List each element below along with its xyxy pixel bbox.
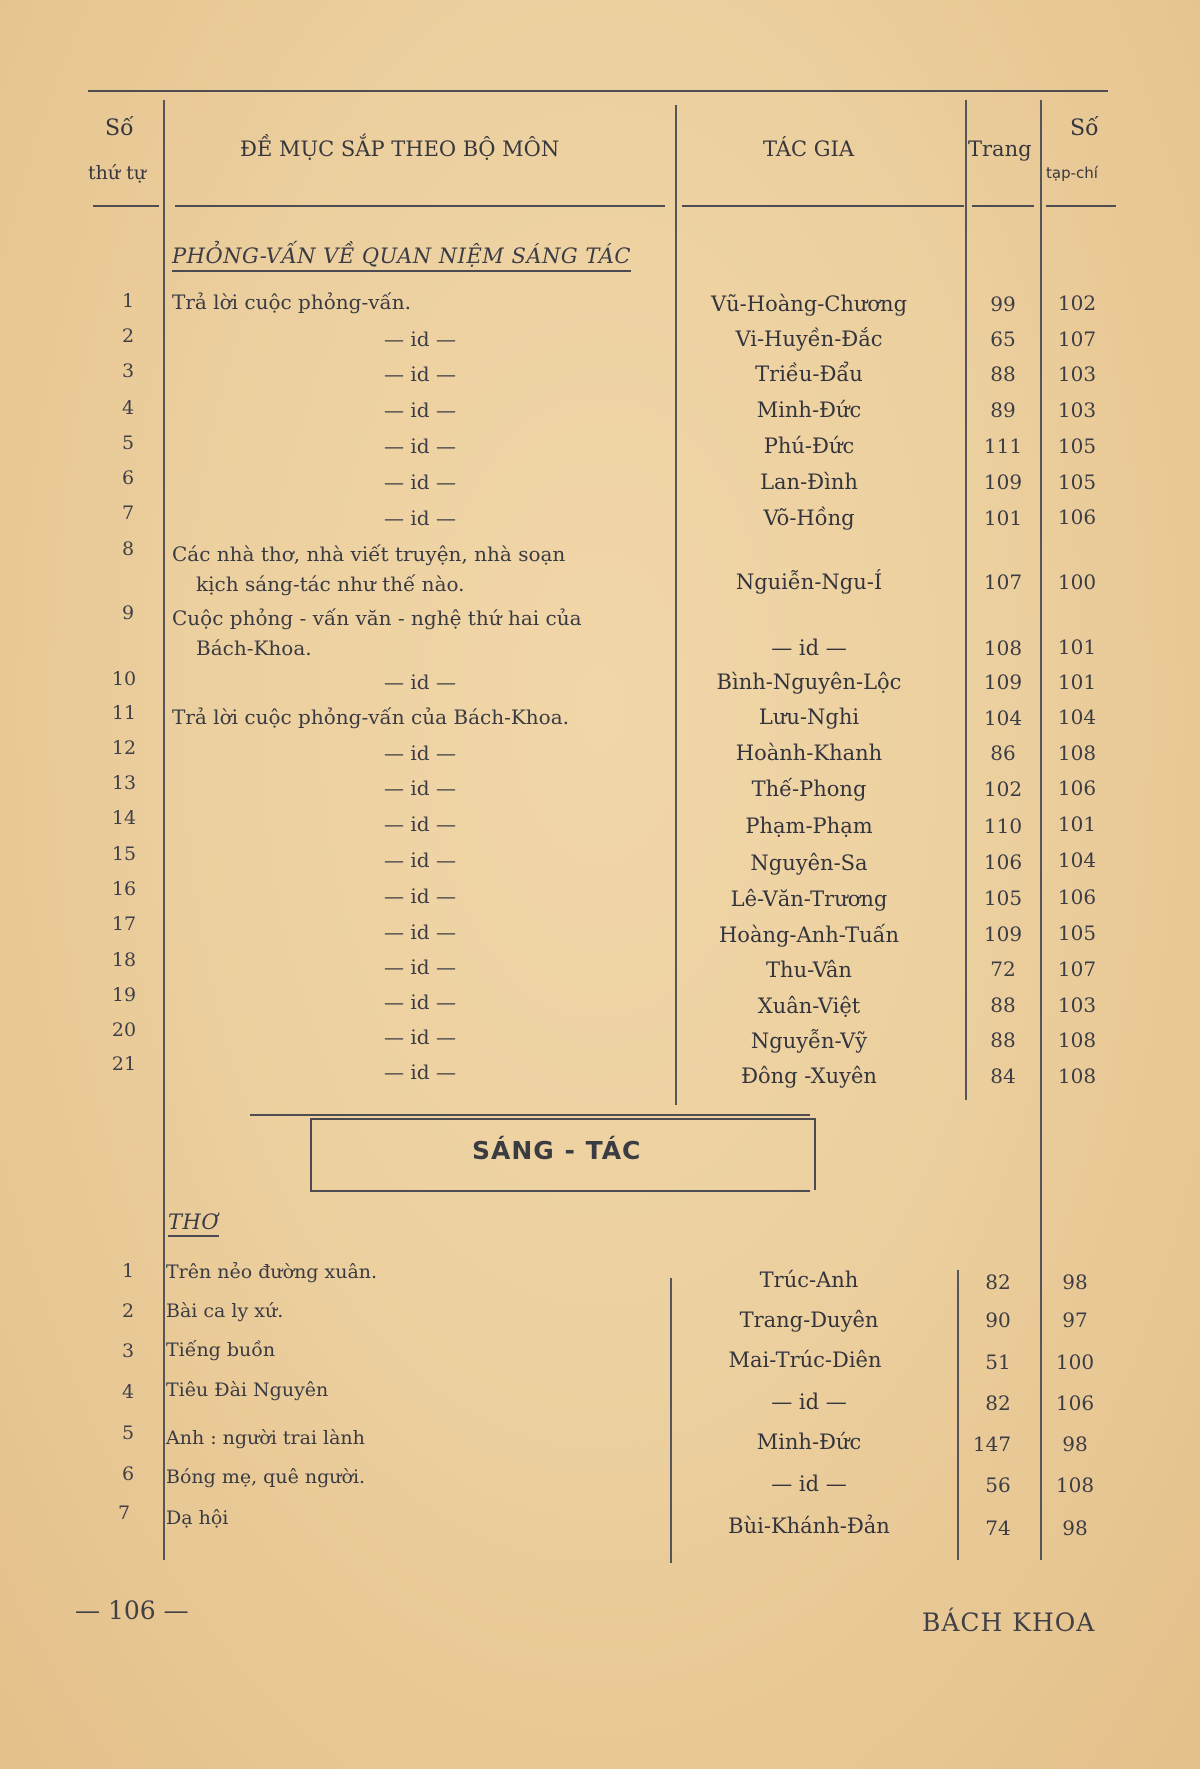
row-number: 5 <box>121 1422 135 1444</box>
row-number: 8 <box>121 538 135 560</box>
row-page: 89 <box>990 398 1016 422</box>
row-title-line2: kịch sáng-tác như thế nào. <box>196 572 465 596</box>
row-number: 4 <box>121 1381 135 1403</box>
row-number: 17 <box>111 913 137 935</box>
row-issue: 108 <box>1057 741 1097 765</box>
row-page: 105 <box>983 886 1023 910</box>
row-author: Nguiễn-Ngu-Í <box>735 570 883 594</box>
row-issue: 103 <box>1057 398 1097 422</box>
row-title: Bài ca ly xứ. <box>166 1300 284 1322</box>
row-issue: 103 <box>1057 993 1097 1017</box>
row-page: 109 <box>983 922 1023 946</box>
row-issue: 107 <box>1057 327 1097 351</box>
header-issue-top: Số <box>1070 116 1099 141</box>
row-issue: 105 <box>1057 470 1097 494</box>
row-author: Lê-Văn-Trương <box>730 887 888 911</box>
row-author: — id — <box>771 1472 847 1496</box>
row-issue: 104 <box>1057 848 1097 872</box>
row-issue: 104 <box>1057 705 1097 729</box>
row-page: 110 <box>983 814 1023 838</box>
row-number: 4 <box>121 397 135 419</box>
row-title: — id — <box>384 1025 456 1049</box>
header-title: ĐỀ MỤC SẮP THEO BỘ MÔN <box>240 137 560 161</box>
row-page: 72 <box>990 957 1016 981</box>
header-page: Trang <box>968 137 1032 161</box>
row-issue: 101 <box>1057 670 1097 694</box>
header-underline-no <box>93 205 159 207</box>
row-issue: 102 <box>1057 291 1097 315</box>
header-author: TÁC GIA <box>763 137 855 161</box>
row-issue: 106 <box>1057 885 1097 909</box>
header-no-top: Số <box>105 116 134 141</box>
row-page: 88 <box>990 1028 1016 1052</box>
row-author: Thu-Vân <box>766 958 852 982</box>
row-number: 9 <box>121 602 135 624</box>
row-number: 2 <box>121 325 135 347</box>
row-title: — id — <box>384 884 456 908</box>
row-issue: 97 <box>1062 1308 1088 1332</box>
row-issue: 98 <box>1062 1432 1088 1456</box>
row-page: 82 <box>985 1391 1011 1415</box>
row-issue: 108 <box>1057 1064 1097 1088</box>
row-number: 10 <box>111 668 137 690</box>
header-issue-bottom: tạp-chí <box>1046 164 1098 182</box>
row-page: 109 <box>983 670 1023 694</box>
banner-top-rule <box>250 1114 810 1116</box>
row-number: 20 <box>111 1019 137 1041</box>
row-issue: 105 <box>1057 434 1097 458</box>
row-author: Vi-Huyền-Đắc <box>735 327 883 351</box>
row-page: 65 <box>990 327 1016 351</box>
row-author: — id — <box>771 636 847 660</box>
row-author: Thế-Phong <box>751 777 867 801</box>
row-title: Trả lời cuộc phỏng-vấn của Bách-Khoa. <box>172 705 569 729</box>
row-author: — id — <box>771 1390 847 1414</box>
row-number: 18 <box>111 949 137 971</box>
row-number: 15 <box>111 843 137 865</box>
row-issue: 101 <box>1057 812 1097 836</box>
row-page: 90 <box>985 1308 1011 1332</box>
row-number: 1 <box>121 290 135 312</box>
row-page: 104 <box>983 706 1023 730</box>
row-title: — id — <box>384 434 456 458</box>
row-title: Anh : người trai lành <box>166 1427 365 1449</box>
row-title: Dạ hội <box>166 1507 229 1529</box>
row-author: Bùi-Khánh-Đản <box>728 1514 890 1538</box>
row-author: Hoành-Khanh <box>735 741 883 765</box>
row-title: — id — <box>384 741 456 765</box>
row-issue: 98 <box>1062 1516 1088 1540</box>
row-number: 6 <box>121 1463 135 1485</box>
row-number: 11 <box>111 702 137 724</box>
row-author: Xuân-Việt <box>757 994 861 1018</box>
row-number: 13 <box>111 772 137 794</box>
row-author: Bình-Nguyên-Lộc <box>716 670 902 694</box>
row-title: — id — <box>384 1060 456 1084</box>
row-title: — id — <box>384 848 456 872</box>
row-number: 14 <box>111 807 137 829</box>
row-issue: 105 <box>1057 921 1097 945</box>
row-title: — id — <box>384 670 456 694</box>
row-title: — id — <box>384 776 456 800</box>
section-heading-poetry: THƠ <box>168 1210 219 1237</box>
col-rule-3 <box>965 100 967 1100</box>
row-page: 82 <box>985 1270 1011 1294</box>
banner-title: SÁNG - TÁC <box>472 1136 642 1165</box>
row-page: 106 <box>983 850 1023 874</box>
row-author: Trúc-Anh <box>759 1268 859 1292</box>
row-author: Trang-Duyên <box>739 1308 879 1332</box>
header-underline-title <box>175 205 665 207</box>
row-title: — id — <box>384 955 456 979</box>
row-issue: 108 <box>1057 1028 1097 1052</box>
row-issue: 100 <box>1057 570 1097 594</box>
row-issue: 100 <box>1055 1350 1095 1374</box>
row-author: Minh-Đức <box>756 1430 862 1454</box>
row-page: 99 <box>990 292 1016 316</box>
row-title-line1: Các nhà thơ, nhà viết truyện, nhà soạn <box>172 542 566 566</box>
row-number: 19 <box>111 984 137 1006</box>
row-author: Lan-Đình <box>760 470 858 494</box>
top-rule <box>88 90 1108 92</box>
row-title: — id — <box>384 990 456 1014</box>
row-issue: 107 <box>1057 957 1097 981</box>
row-author: Võ-Hồng <box>763 506 855 530</box>
row-page: 147 <box>972 1432 1012 1456</box>
row-author: Triều-Đẩu <box>755 362 863 386</box>
row-issue: 108 <box>1055 1473 1095 1497</box>
row-author: Đông -Xuyên <box>741 1064 877 1088</box>
row-title: Trên nẻo đường xuân. <box>166 1261 378 1283</box>
row-author: Mai-Trúc-Diên <box>728 1348 882 1372</box>
header-underline-issue <box>1046 205 1116 207</box>
row-author: Vũ-Hoàng-Chương <box>710 292 908 316</box>
row-page: 101 <box>983 506 1023 530</box>
row-author: Lưu-Nghi <box>758 705 860 729</box>
row-number: 3 <box>121 1340 135 1362</box>
row-title: — id — <box>384 920 456 944</box>
row-page: 51 <box>985 1350 1011 1374</box>
row-number: 1 <box>121 1260 135 1282</box>
row-title: — id — <box>384 398 456 422</box>
row-title: — id — <box>384 327 456 351</box>
journal-name: BÁCH KHOA <box>922 1608 1096 1637</box>
row-number: 7 <box>121 502 135 524</box>
header-no-bottom: thứ tự <box>88 162 147 184</box>
row-title: Trả lời cuộc phỏng-vấn. <box>172 290 412 314</box>
col-rule-3b <box>957 1270 959 1560</box>
row-title-line2: Bách-Khoa. <box>196 636 312 660</box>
row-number: 5 <box>121 432 135 454</box>
row-title: — id — <box>384 362 456 386</box>
page-number: — 106 — <box>75 1596 189 1625</box>
row-page: 88 <box>990 362 1016 386</box>
row-page: 109 <box>983 470 1023 494</box>
row-title: — id — <box>384 506 456 530</box>
row-issue: 103 <box>1057 362 1097 386</box>
row-issue: 106 <box>1057 505 1097 529</box>
row-author: Minh-Đức <box>756 398 862 422</box>
row-title: — id — <box>384 470 456 494</box>
row-number: 7 <box>117 1502 131 1524</box>
col-rule-1 <box>163 100 165 1560</box>
col-rule-2 <box>675 105 677 1105</box>
row-number: 16 <box>111 878 137 900</box>
row-number: 12 <box>111 737 137 759</box>
row-issue: 106 <box>1055 1391 1095 1415</box>
row-title-line1: Cuộc phỏng - vấn văn - nghệ thứ hai của <box>172 606 582 630</box>
row-author: Phạm-Phạm <box>745 814 873 838</box>
row-title: Tiêu Đài Nguyên <box>166 1379 329 1401</box>
row-title: Bóng mẹ, quê người. <box>166 1466 366 1488</box>
row-issue: 101 <box>1057 635 1097 659</box>
row-author: Hoàng-Anh-Tuấn <box>718 923 900 947</box>
row-number: 21 <box>111 1053 137 1075</box>
row-page: 111 <box>983 434 1023 458</box>
row-issue: 106 <box>1057 776 1097 800</box>
header-underline-page <box>972 205 1034 207</box>
row-number: 3 <box>121 360 135 382</box>
banner-bottom-rule <box>310 1190 810 1192</box>
row-page: 56 <box>985 1473 1011 1497</box>
row-page: 107 <box>983 570 1023 594</box>
row-page: 102 <box>983 777 1023 801</box>
row-page: 84 <box>990 1064 1016 1088</box>
row-page: 88 <box>990 993 1016 1017</box>
row-author: Phú-Đức <box>763 434 855 458</box>
row-page: 108 <box>983 636 1023 660</box>
row-number: 2 <box>121 1300 135 1322</box>
section-heading-interviews: PHỎNG-VẤN VỀ QUAN NIỆM SÁNG TÁC <box>172 244 631 272</box>
row-page: 86 <box>990 741 1016 765</box>
row-number: 6 <box>121 467 135 489</box>
row-issue: 98 <box>1062 1270 1088 1294</box>
row-title: Tiếng buồn <box>166 1339 276 1361</box>
row-author: Nguyễn-Vỹ <box>750 1029 868 1053</box>
row-page: 74 <box>985 1516 1011 1540</box>
row-title: — id — <box>384 812 456 836</box>
row-author: Nguyên-Sa <box>750 851 868 875</box>
header-underline-author <box>682 205 964 207</box>
